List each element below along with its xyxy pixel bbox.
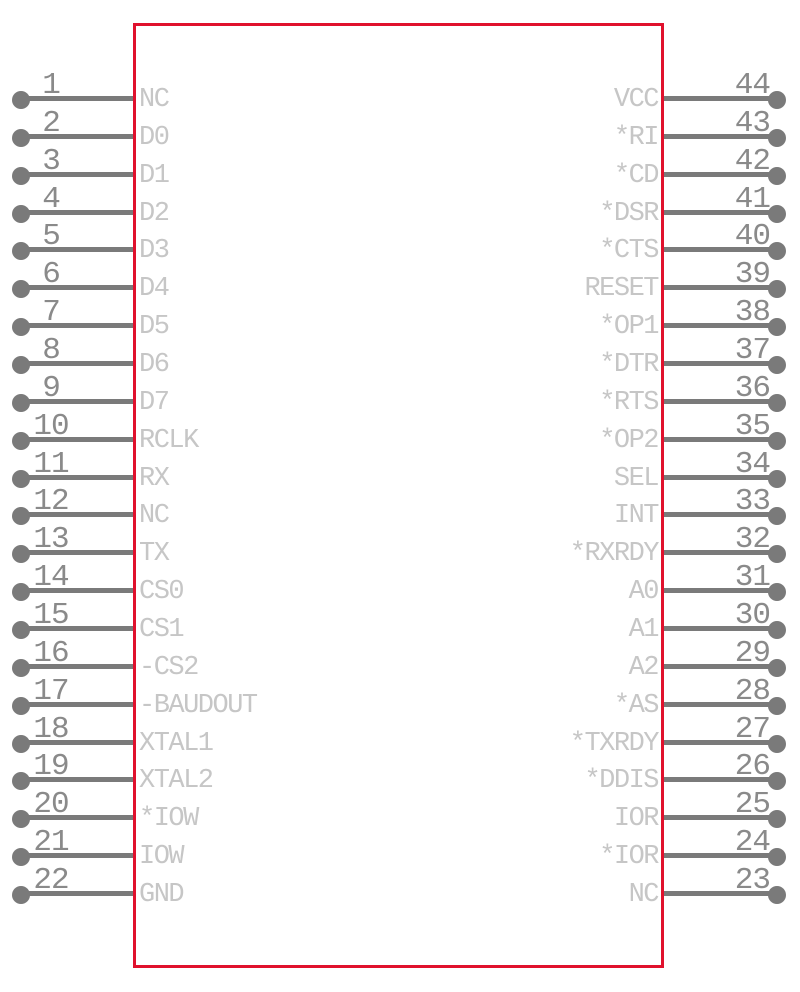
pin-label: RCLK [139,425,198,456]
pin-number: 10 [33,408,69,444]
pin-label: XTAL1 [139,728,213,759]
pin-row [0,370,800,420]
pin-row [0,597,800,647]
pin-number: 43 [734,105,770,141]
pin-row [0,68,800,117]
pin-number: 5 [42,219,60,255]
pin-label: *DSR [599,198,658,229]
pin-label: -CS2 [139,652,198,683]
pin-number: 34 [734,446,770,482]
pin-label: *CTS [599,236,658,267]
pin-number: 11 [33,446,69,482]
pin-row [0,825,800,874]
pin-label: CS0 [139,577,184,608]
pin-number: 20 [33,787,69,823]
pin-number: 31 [734,560,770,596]
pin-number: 30 [734,597,770,633]
pin-number: 23 [734,862,770,898]
pin-label: SEL [613,463,658,494]
pin-number: 29 [734,635,770,671]
pin-label: D7 [139,387,169,418]
pin-number: 27 [734,711,770,747]
pin-number: 25 [734,787,770,823]
pin-label: A0 [628,577,658,608]
pin-label: *TXRDY [569,728,658,759]
pin-number: 16 [33,635,69,671]
pin-label: D4 [139,274,169,305]
pin-row [0,181,800,231]
pin-row [0,522,800,571]
pin-number: 36 [734,370,770,406]
pin-label: *CD [613,160,658,191]
pin-row [0,446,800,496]
pin-row [0,787,800,836]
pin-label: INT [613,501,658,532]
pin-label: XTAL2 [139,766,213,797]
pin-number: 26 [734,749,770,785]
pin-label: A2 [628,652,658,683]
pin-label: A1 [628,614,658,645]
pin-number: 44 [734,68,770,103]
pin-number: 32 [734,522,770,558]
pin-label: IOW [139,842,184,873]
pin-label: NC [139,85,169,115]
pin-number: 18 [33,711,69,747]
pin-label: D3 [139,236,169,267]
pin-number: 24 [734,825,770,861]
pin-row [0,257,800,306]
pin-row [0,219,800,268]
pin-label: *OP1 [599,312,658,343]
pin-row [0,408,800,458]
pin-row [0,749,800,798]
pin-number: 14 [33,560,69,596]
pin-number: 17 [33,673,69,709]
pin-row [0,711,800,761]
pin-row [0,143,800,193]
pin-label: *AS [613,690,658,721]
pin-number: 39 [734,257,770,293]
pin-label: GND [139,879,184,910]
pin-label: D1 [139,160,169,191]
pin-label: CS1 [139,614,184,645]
pin-label: *RTS [599,387,658,418]
pin-label: D6 [139,349,169,380]
pin-number: 33 [734,484,770,520]
pin-number: 15 [33,597,69,633]
pin-label: D5 [139,312,169,343]
pin-label: TX [139,539,169,570]
pin-label: *IOR [599,842,658,873]
pin-number: 4 [42,181,60,217]
pin-number: 37 [734,332,770,368]
pin-row [0,862,800,912]
pin-label: *DDIS [584,766,658,797]
pin-number: 7 [42,295,60,331]
pin-number: 22 [33,862,69,898]
pin-label: VCC [613,85,658,115]
pin-label: IOR [613,804,658,835]
pin-label: *IOW [139,804,198,835]
pin-number: 41 [734,181,770,217]
pin-number: 35 [734,408,770,444]
pin-number: 8 [42,332,60,368]
pin-number: 28 [734,673,770,709]
pin-number: 6 [42,257,60,293]
pin-number: 13 [33,522,69,558]
pin-number: 1 [42,68,60,103]
pin-row [0,673,800,723]
pin-row [0,332,800,382]
pin-label: RESET [584,274,658,305]
pin-label: D0 [139,122,169,153]
pin-number: 19 [33,749,69,785]
pin-label: *DTR [599,349,658,380]
pin-label: -BAUDOUT [139,690,257,721]
pin-row [0,635,800,685]
pin-label: *RI [613,122,658,153]
pin-number: 42 [734,143,770,179]
pin-label: *RXRDY [569,539,658,570]
pin-row [0,295,800,344]
pin-number: 12 [33,484,69,520]
pin-number: 38 [734,295,770,331]
pin-row [0,560,800,609]
pin-number: 9 [42,370,60,406]
pin-label: NC [139,501,169,532]
pin-number: 2 [42,105,60,141]
pin-number: 21 [33,825,69,861]
pin-label: *OP2 [599,425,658,456]
pin-number: 3 [42,143,60,179]
pin-label: D2 [139,198,169,229]
pin-label: NC [628,879,658,910]
pin-row [0,484,800,533]
pin-label: RX [139,463,169,494]
pin-number: 40 [734,219,770,255]
pin-row [0,105,800,155]
